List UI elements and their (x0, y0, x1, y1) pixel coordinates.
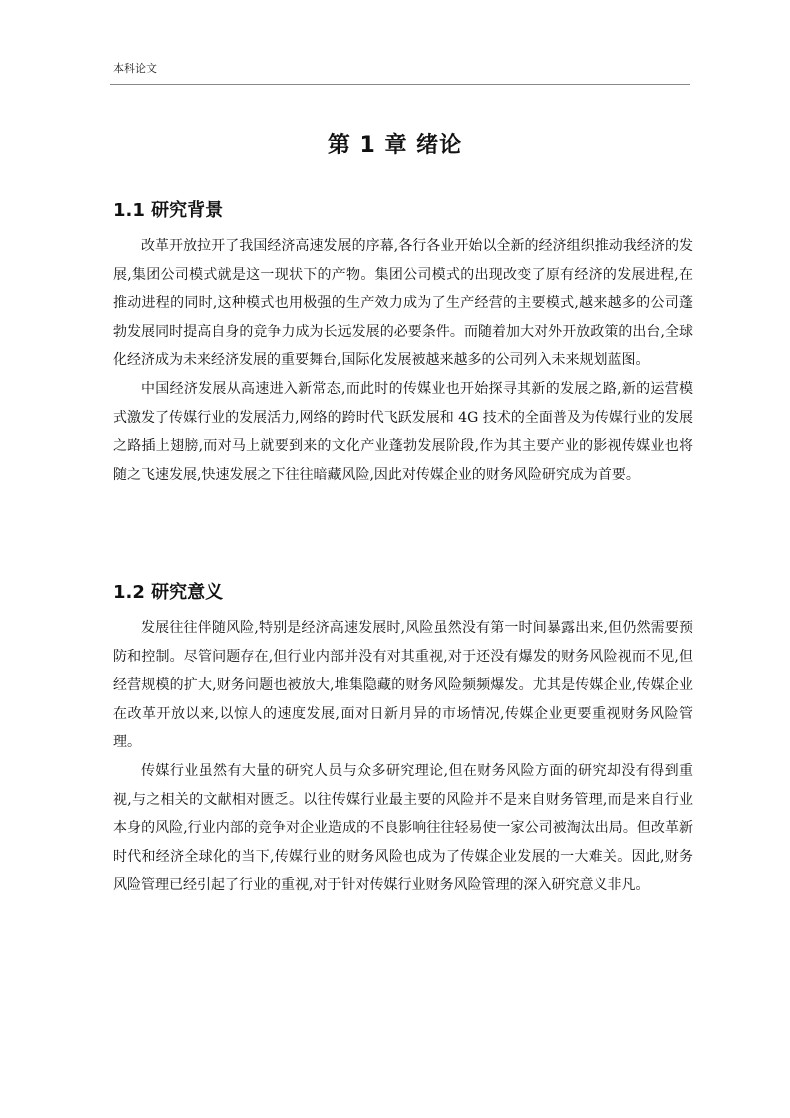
paragraph: 中国经济发展从高速进入新常态,而此时的传媒业也开始探寻其新的发展之路,新的运营模式激发了传媒行业的发展活力,网络的跨时代飞跃发展和 4G 技术的全面普及为传媒行业的发展之路插上翅膀,而对马上就要到来的文化产业蓬勃发展阶段,作为其主要产业的影视传媒业也将随之飞速发展,快速发展之下往往暗藏风险,因此对传媒企业的财务风险研究成为首要。 (113, 380, 693, 483)
header-divider (110, 84, 690, 85)
paragraph: 发展往往伴随风险,特别是经济高速发展时,风险虽然没有第一时间暴露出来,但仍然需要预防和控制。尽管问题存在,但行业内部并没有对其重视,对于还没有爆发的财务风险视而不见,但经营规模的扩大,财务问题也被放大,堆集隐藏的财务风险频频爆发。尤其是传媒企业,传媒企业在改革开放以来,以惊人的速度发展,面对日新月异的市场情况,传媒企业更要重视财务风险管理。 (113, 620, 693, 751)
section-research-significance (113, 578, 693, 900)
section-heading: 1.1 研究背景 (113, 200, 224, 221)
section-research-background (113, 196, 693, 489)
paragraph: 改革开放拉开了我国经济高速发展的序幕,各行各业开始以全新的经济组织推动我经济的发展,集团公司模式就是这一现状下的产物。集团公司模式的出现改变了原有经济的发展进程,在推动进程的同时,这种模式也用极强的生产效力成为了生产经营的主要模式,越来越多的公司蓬勃发展同时提高自身的竞争力成为长远发展的必要条件。而随着加大对外开放政策的出台,全球化经济成为未来经济发展的重要舞台,国际化发展被越来越多的公司列入未来规划蓝图。 (113, 238, 693, 369)
section-heading: 1.2 研究意义 (113, 582, 224, 603)
paragraph: 传媒行业虽然有大量的研究人员与众多研究理论,但在财务风险方面的研究却没有得到重视,与之相关的文献相对匮乏。以往传媒行业最主要的风险并不是来自财务管理,而是来自行业本身的风险,行业内部的竞争对企业造成的不良影响往往轻易使一家公司被淘汰出局。但改革新时代和经济全球化的当下,传媒行业的财务风险也成为了传媒企业发展的一大难关。因此,财务风险管理已经引起了行业的重视,对于针对传媒行业财务风险管理的深入研究意义非凡。 (113, 762, 693, 894)
page-header-label: 本科论文 (113, 62, 157, 75)
chapter-title: 第 1 章 绪论 (327, 133, 463, 158)
